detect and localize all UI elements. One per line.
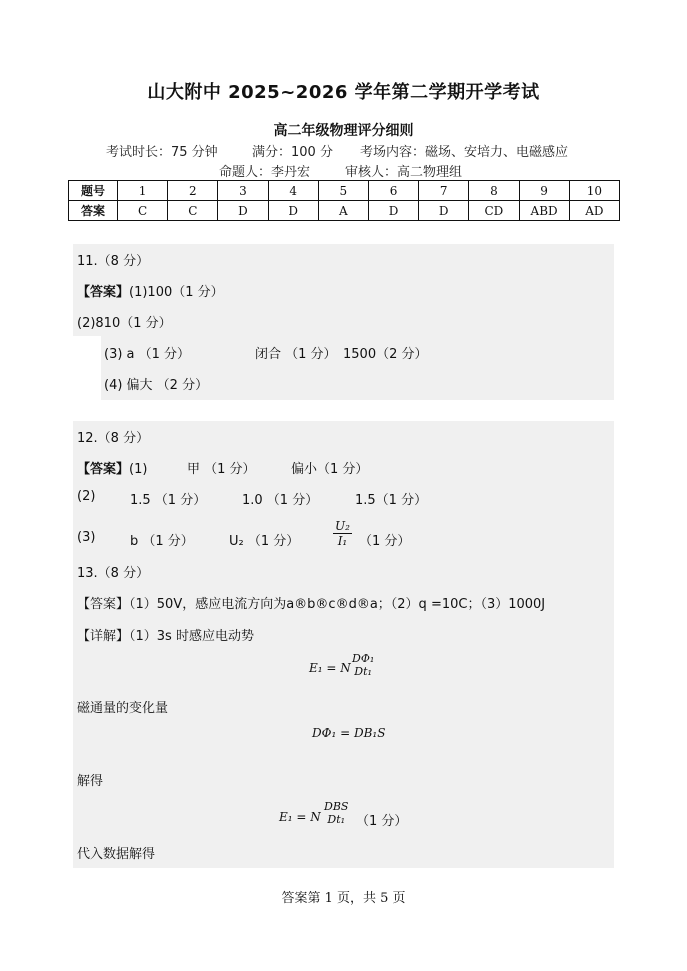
q12-p1-b: 偏小（1 分）	[291, 462, 369, 477]
q12-heading: 12.（8 分）	[77, 431, 150, 446]
fraction-numerator: U₂	[335, 519, 350, 533]
q12-p2-a: 1.5 （1 分）	[130, 493, 207, 508]
q12-p3-c: （1 分）	[359, 534, 411, 549]
q13-detail: 【详解】（1）3s 时感应电动势	[77, 629, 254, 644]
q12-p3-a: b （1 分）	[130, 534, 194, 549]
exam-duration: 考试时长：75 分钟	[106, 145, 218, 160]
table-cell: 10	[569, 181, 619, 201]
q11-part4: (4) 偏大 （2 分）	[104, 378, 209, 393]
row-label-answer: 答案	[69, 201, 118, 221]
table-cell: D	[218, 201, 268, 221]
q13-formula3-score: （1 分）	[356, 814, 408, 829]
table-cell: ABD	[519, 201, 569, 221]
q11-part3-a: (3) a （1 分）	[104, 347, 191, 362]
exam-content: 考场内容：磁场、安培力、电磁感应	[360, 145, 569, 160]
q12-p3-fraction	[333, 519, 352, 548]
answer-tag: 【答案】	[77, 462, 130, 477]
table-cell: C	[118, 201, 168, 221]
answer-table	[68, 180, 620, 221]
q12-p1-label: (1)	[129, 462, 148, 477]
table-cell: 2	[168, 181, 218, 201]
q13-solve-label: 解得	[77, 774, 104, 789]
table-cell: 5	[318, 181, 368, 201]
document-title: 山大附中 2025~2026 学年第二学期开学考试	[147, 82, 540, 103]
table-cell: D	[268, 201, 318, 221]
table-row-numbers	[69, 181, 620, 201]
q12-p3-b: U₂ （1 分）	[229, 534, 300, 549]
q11-part3-b: 闭合 （1 分）	[255, 347, 337, 362]
table-cell: 8	[469, 181, 519, 201]
q11-heading: 11.（8 分）	[77, 254, 150, 269]
answer-tag: 【答案】	[77, 285, 130, 300]
table-cell: C	[168, 201, 218, 221]
exam-reviewer: 审核人：高二物理组	[345, 165, 463, 180]
q13-formula1-lhs: E₁ = N	[309, 661, 351, 675]
q12-p3-label: (3)	[77, 530, 96, 545]
table-cell: A	[318, 201, 368, 221]
q11-part1: (1)100（1 分）	[129, 285, 224, 300]
exam-full-score: 满分：100 分	[252, 145, 333, 160]
q11-answer-line	[77, 281, 224, 300]
q13-flux-label: 磁通量的变化量	[77, 701, 169, 716]
q13-substitute-label: 代入数据解得	[77, 847, 156, 862]
fraction-numerator: DΦ₁	[352, 652, 375, 665]
q13-heading: 13.（8 分）	[77, 566, 150, 581]
q13-formula1-fraction	[350, 652, 376, 678]
exam-author: 命题人：李丹宏	[219, 165, 311, 180]
table-cell: 1	[118, 181, 168, 201]
q12-p2-label: (2)	[77, 489, 96, 504]
q12-p2-c: 1.5（1 分）	[355, 493, 428, 508]
table-cell: CD	[469, 201, 519, 221]
table-cell: AD	[569, 201, 619, 221]
q13-formula3-fraction	[322, 800, 350, 826]
q13-answer-line: 【答案】（1）50V，感应电流方向为a®b®c®d®a；（2）q =10C；（3）1000J	[77, 597, 546, 612]
table-cell: 9	[519, 181, 569, 201]
fraction-numerator: DBS	[324, 800, 349, 813]
q12-p2-b: 1.0 （1 分）	[242, 493, 319, 508]
table-cell: D	[419, 201, 469, 221]
q12-answer-line	[77, 458, 147, 477]
page-footer: 答案第 1 页，共 5 页	[281, 891, 406, 906]
table-cell: 7	[419, 181, 469, 201]
table-row-answers	[69, 201, 620, 221]
table-cell: 4	[268, 181, 318, 201]
q13-formula3-lhs: E₁ = N	[279, 810, 321, 824]
q11-part2: (2)810（1 分）	[77, 316, 172, 331]
fraction-denominator: Dt₁	[327, 813, 346, 826]
table-cell: 6	[368, 181, 418, 201]
document-subtitle: 高二年级物理评分细则	[273, 123, 414, 139]
fraction-denominator: Dt₁	[354, 665, 372, 678]
fraction-denominator: I₁	[337, 534, 348, 548]
q13-formula2: DΦ₁ = DB₁S	[312, 726, 386, 740]
q12-p1-a: 甲 （1 分）	[187, 462, 256, 477]
q11-part3-c: 1500（2 分）	[343, 347, 428, 362]
table-cell: D	[368, 201, 418, 221]
row-label-number: 题号	[69, 181, 118, 201]
table-cell: 3	[218, 181, 268, 201]
